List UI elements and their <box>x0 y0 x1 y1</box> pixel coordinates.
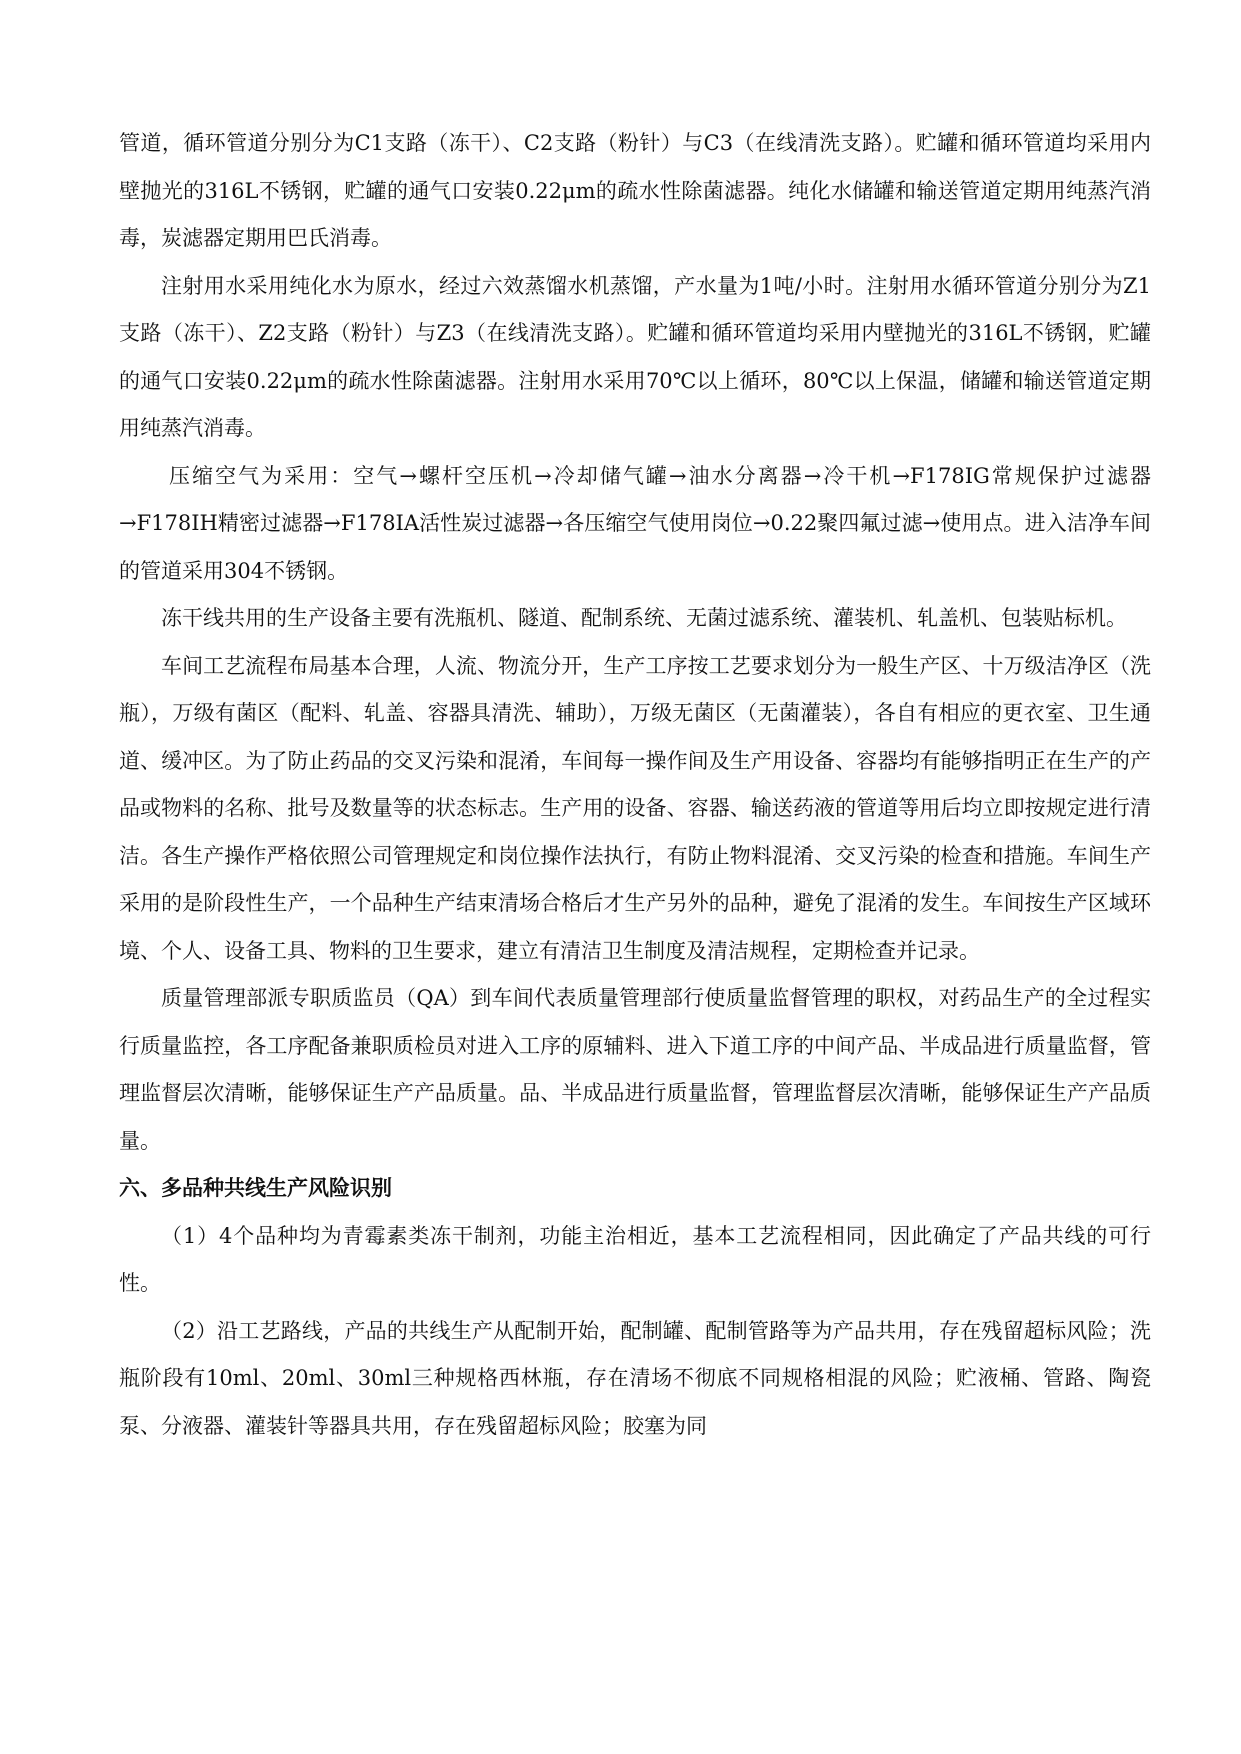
paragraph-compressed-air: 压缩空气为采用：空气→螺杆空压机→冷却储气罐→油水分离器→冷干机→F178IG常规保护过滤器→F178IH精密过滤器→F178IA活性炭过滤器→各压缩空气使用岗位→0.22聚四氟过滤→使用点。进入洁净车间的管道采用304不锈钢。 <box>119 463 1151 583</box>
paragraph-workshop-layout: 车间工艺流程布局基本合理，人流、物流分开，生产工序按工艺要求划分为一般生产区、十万级洁净区（洗瓶），万级有菌区（配料、轧盖、容器具清洗、辅助），万级无菌区（无菌灌装），各自有相应的更衣室、卫生通道、缓冲区。为了防止药品的交叉污染和混淆，车间每一操作间及生产用设备、容器均有能够指明正在生产的产品或物料的名称、批号及数量等的状态标志。生产用的设备、容器、输送药液的管道等用后均立即按规定进行清洁。各生产操作严格依照公司管理规定和岗位操作法执行，有防止物料混淆、交叉污染的检查和措施。车间生产采用的是阶段性生产，一个品种生产结束清场合格后才生产另外的品种，避免了混淆的发生。车间按生产区域环境、个人、设备工具、物料的卫生要求，建立有清洁卫生制度及清洁规程，定期检查并记录。 <box>119 653 1151 963</box>
paragraph-risk-item-1: （1）4个品种均为青霉素类冻干制剂，功能主治相近，基本工艺流程相同，因此确定了产品共线的可行性。 <box>119 1223 1151 1295</box>
paragraph-risk-item-2: （2）沿工艺路线，产品的共线生产从配制开始，配制罐、配制管路等为产品共用，存在残留超标风险；洗瓶阶段有10ml、20ml、30ml三种规格西林瓶，存在清场不彻底不同规格相混的风险；贮液桶、管路、陶瓷泵、分液器、灌装针等器具共用，存在残留超标风险；胶塞为同 <box>119 1318 1151 1438</box>
paragraph-water-for-injection: 注射用水采用纯化水为原水，经过六效蒸馏水机蒸馏，产水量为1吨/小时。注射用水循环管道分别分为Z1支路（冻干）、Z2支路（粉针）与Z3（在线清洗支路）。贮罐和循环管道均采用内壁抛光的316L不锈钢，贮罐的通气口安装0.22μm的疏水性除菌滤器。注射用水采用70℃以上循环，80℃以上保温，储罐和输送管道定期用纯蒸汽消毒。 <box>119 273 1151 440</box>
paragraph-purified-water-piping: 管道，循环管道分别分为C1支路（冻干）、C2支路（粉针）与C3（在线清洗支路）。贮罐和循环管道均采用内壁抛光的316L不锈钢，贮罐的通气口安装0.22μm的疏水性除菌滤器。纯化水储罐和输送管道定期用纯蒸汽消毒，炭滤器定期用巴氏消毒。 <box>119 131 1151 250</box>
paragraph-quality-supervision: 质量管理部派专职质监员（QA）到车间代表质量管理部行使质量监督管理的职权，对药品生产的全过程实行质量监控，各工序配备兼职质检员对进入工序的原辅料、进入下道工序的中间产品、半成品进行质量监督，管理监督层次清晰，能够保证生产产品质量。品、半成品进行质量监督，管理监督层次清晰，能够保证生产产品质量。 <box>119 986 1151 1153</box>
document-body <box>119 120 1151 1450</box>
section-heading: 六、多品种共线生产风险识别 <box>119 1176 392 1200</box>
paragraph-shared-equipment: 冻干线共用的生产设备主要有洗瓶机、隧道、配制系统、无菌过滤系统、灌装机、轧盖机、包装贴标机。 <box>161 606 1127 630</box>
